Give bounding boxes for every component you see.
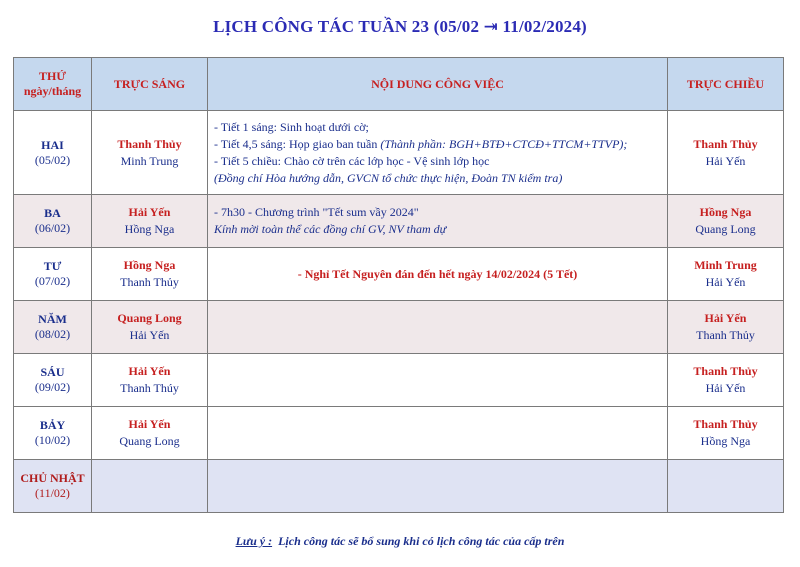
header-day	[14, 58, 92, 111]
content-cell	[208, 407, 668, 460]
afternoon-duty-cell	[668, 460, 784, 513]
afternoon-lead: Thanh Thủy	[693, 364, 758, 378]
content-line: - Tiết 1 sáng: Sinh hoạt dưới cờ;	[214, 119, 369, 134]
table-row	[14, 301, 784, 354]
afternoon-second: Hải Yến	[705, 153, 746, 168]
day-name: CHỦ NHẬT	[20, 471, 85, 485]
day-name: TƯ	[43, 259, 62, 273]
schedule-table	[13, 57, 784, 513]
header-content: NỘI DUNG CÔNG VIỆC	[208, 58, 668, 111]
morning-lead: Hải Yến	[128, 364, 171, 378]
table-row	[14, 111, 784, 195]
day-name: HAI	[41, 137, 64, 152]
morning-second: Hải Yến	[129, 328, 170, 342]
afternoon-duty-cell	[668, 195, 784, 248]
footnote-text: Lịch công tác sẽ bổ sung khi có lịch công tác của cấp trên	[278, 534, 565, 548]
morning-duty-cell	[92, 354, 208, 407]
afternoon-duty-cell	[668, 248, 784, 301]
header-afternoon: TRỰC CHIỀU	[668, 58, 784, 111]
morning-lead: Hải Yến	[128, 205, 171, 219]
morning-lead: Hồng Nga	[123, 258, 176, 272]
afternoon-second: Hồng Nga	[700, 434, 751, 448]
morning-duty-cell	[92, 460, 208, 513]
footnote-label: Lưu ý :	[235, 534, 273, 548]
header-day-label: THỨ	[39, 69, 66, 83]
day-name: BA	[44, 206, 61, 220]
day-date: (11/02)	[35, 486, 70, 500]
table-row	[14, 407, 784, 460]
morning-duty-cell	[92, 407, 208, 460]
morning-duty-cell	[92, 111, 208, 195]
day-cell	[14, 111, 92, 195]
content-line: - 7h30 - Chương trình "Tết sum vầy 2024"	[214, 205, 419, 219]
day-date: (09/02)	[34, 380, 71, 394]
content-cell	[208, 354, 668, 407]
content-line	[214, 136, 661, 153]
day-cell	[14, 354, 92, 407]
day-date: (06/02)	[34, 221, 71, 235]
day-cell	[14, 248, 92, 301]
holiday-notice: - Nghỉ Tết Nguyên đán đến hết ngày 14/02/2024 (5 Tết)	[208, 248, 668, 301]
day-date: (05/02)	[34, 152, 71, 167]
header-morning: TRỰC SÁNG	[92, 58, 208, 111]
content-line: (Đồng chí Hòa hướng dẫn, GVCN tổ chức thực hiện, Đoàn TN kiểm tra)	[214, 170, 563, 185]
content-cell	[208, 301, 668, 354]
day-name: SÁU	[40, 365, 65, 379]
afternoon-lead: Hải Yến	[704, 311, 747, 325]
day-name: NĂM	[38, 312, 67, 326]
afternoon-duty-cell	[668, 111, 784, 195]
afternoon-second: Quang Long	[695, 222, 756, 236]
morning-second: Thanh Thúy	[120, 381, 179, 395]
morning-duty-cell	[92, 248, 208, 301]
afternoon-duty-cell	[668, 407, 784, 460]
morning-lead: Quang Long	[117, 311, 182, 325]
content-cell	[208, 195, 668, 248]
content-line-text: - Tiết 4,5 sáng: Họp giao ban tuần	[214, 136, 381, 151]
afternoon-lead: Minh Trung	[694, 258, 757, 272]
content-line-italic: (Thành phần: BGH+BTĐ+CTCĐ+TTCM+TTVP);	[380, 136, 628, 151]
morning-duty-cell	[92, 195, 208, 248]
day-name: BẢY	[39, 418, 66, 432]
afternoon-lead: Thanh Thủy	[693, 417, 758, 431]
morning-lead: Thanh Thủy	[117, 136, 182, 151]
day-cell	[14, 460, 92, 513]
content-line: - Tiết 5 chiều: Chào cờ trên các lớp học - Vệ sinh lớp học	[214, 153, 490, 168]
afternoon-duty-cell	[668, 354, 784, 407]
table-header-row	[14, 58, 784, 111]
header-day-sub: ngày/tháng	[23, 84, 82, 98]
afternoon-lead: Thanh Thủy	[693, 136, 758, 151]
morning-duty-cell	[92, 301, 208, 354]
afternoon-second: Hải Yến	[705, 275, 746, 289]
table-row	[14, 354, 784, 407]
content-cell	[208, 460, 668, 513]
day-cell	[14, 407, 92, 460]
table-row	[14, 248, 784, 301]
day-cell	[14, 195, 92, 248]
day-cell	[14, 301, 92, 354]
afternoon-second: Hải Yến	[705, 381, 746, 395]
afternoon-duty-cell	[668, 301, 784, 354]
afternoon-lead: Hồng Nga	[699, 205, 752, 219]
morning-lead: Hải Yến	[128, 417, 171, 431]
afternoon-second: Thanh Thủy	[696, 328, 755, 342]
day-date: (10/02)	[34, 433, 71, 447]
morning-second: Minh Trung	[120, 153, 179, 168]
morning-second: Quang Long	[119, 434, 180, 448]
day-date: (08/02)	[34, 327, 71, 341]
day-date: (07/02)	[34, 274, 71, 288]
morning-second: Hồng Nga	[124, 222, 175, 236]
content-cell	[208, 111, 668, 195]
morning-second: Thanh Thủy	[120, 275, 179, 289]
table-row	[14, 195, 784, 248]
footnote	[0, 534, 800, 549]
content-line: Kính mời toàn thể các đồng chí GV, NV tham dự	[214, 222, 447, 236]
table-row	[14, 460, 784, 513]
page-title: LỊCH CÔNG TÁC TUẦN 23 (05/02 ⇥ 11/02/2024)	[213, 17, 587, 36]
